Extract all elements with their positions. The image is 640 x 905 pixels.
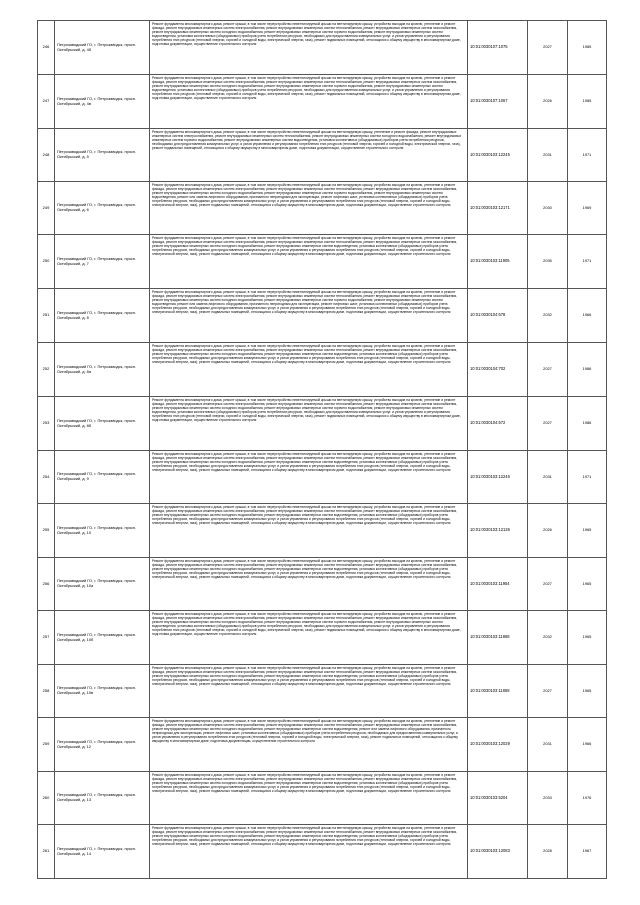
address-cell: Петрозаводский ГО, г. Петрозаводск, просп. Октябрьский, д. 5 — [55, 129, 150, 182]
build-year-cell: 1986 — [568, 343, 607, 397]
build-year-cell: 1966 — [568, 289, 607, 343]
cadastral-number-cell: 10:01:0030107:1067 — [468, 75, 528, 129]
works-cell: Ремонт фундамента многоквартирного дома, ремонт крыши, в том числе переустройство невентилируемой крыши на вентилируемую крышу, устройство выходов на кровлю, утепление и ремонт фасада, ремонт внутридомовых инженерных систем электроснабжения, ремонт внутридомовых инженерных систем теплоснабжения, ремонт внутридомовых инженерных систем газоснабжения, ремонт внутридомовых инженерных систем холодного водоснабжения, ремонт внутридомовых инженерных систем горячего водоснабжения, ремонт внутридомовых инженерных систем водоотведения, установка коллективных (общедомовых) приборов учета потребления ресурсов, необходимых для предоставления коммунальных услуг, и узлов управления и регулирования потребления этих ресурсов (тепловой энергии, горячей и холодной воды, электрической энергии, газа), ремонт подвальных помещений, относящихся к общему имуществу в многоквартирном доме, подготовка документации, осуществление строительного контроля — [150, 21, 468, 75]
build-year-cell: 1966 — [568, 718, 607, 772]
row-number: 261 — [38, 825, 55, 879]
table-row — [38, 772, 607, 825]
planned-year-cell: 2032 — [528, 289, 568, 343]
address-cell: Петрозаводский ГО, г. Петрозаводск, просп. Октябрьский, д. 9 — [55, 451, 150, 504]
address-cell: Петрозаводский ГО, г. Петрозаводск, просп. Октябрьский, д. 12 — [55, 718, 150, 772]
row-number: 257 — [38, 611, 55, 665]
address-cell: Петрозаводский ГО, г. Петрозаводск, просп. Октябрьский, д. 8 — [55, 289, 150, 343]
address-cell: Петрозаводский ГО, г. Петрозаводск, просп. Октябрьский, д. 13 — [55, 772, 150, 825]
capital-repair-table — [37, 20, 606, 879]
address-cell: Петрозаводский ГО, г. Петрозаводск, просп. Октябрьский, д. 14 — [55, 825, 150, 879]
row-number: 256 — [38, 558, 55, 611]
address-cell: Петрозаводский ГО, г. Петрозаводск, просп. Октябрьский, д. 4б — [55, 21, 150, 75]
build-year-cell: 1965 — [568, 504, 607, 558]
build-year-cell: 1965 — [568, 558, 607, 611]
planned-year-cell: 2026 — [528, 75, 568, 129]
row-number: 248 — [38, 129, 55, 182]
cadastral-number-cell: 10:01:0030103:12171 — [468, 182, 528, 235]
cadastral-number-cell: 10:01:0030103:11868 — [468, 665, 528, 718]
address-cell: Петрозаводский ГО, г. Петрозаводск, просп. Октябрьский, д. 7 — [55, 235, 150, 289]
cadastral-number-cell: 10:01:0030104:672 — [468, 397, 528, 451]
planned-year-cell: 2027 — [528, 397, 568, 451]
planned-year-cell: 2035 — [528, 235, 568, 289]
cadastral-number-cell: 10:01:0030103:11954 — [468, 558, 528, 611]
table-row — [38, 343, 607, 397]
cadastral-number-cell: 10:01:0030104:678 — [468, 289, 528, 343]
table-body — [38, 21, 607, 879]
row-number: 254 — [38, 451, 55, 504]
planned-year-cell: 2031 — [528, 129, 568, 182]
works-cell: Ремонт фундамента многоквартирного дома, ремонт крыши, в том числе переустройство невентилируемой крыши на вентилируемую крышу, устройство выходов на кровлю, утепление и ремонт фасада, ремонт внутридомовых инженерных систем электроснабжения, ремонт внутридомовых инженерных систем теплоснабжения, ремонт внутридомовых инженерных систем газоснабжения, ремонт внутридомовых инженерных систем холодного водоснабжения, ремонт внутридомовых инженерных систем водоотведения, ремонт или замена лифтового оборудования, признанного непригодным для эксплуатации, ремонт лифтовых шахт, установка коллективных (общедомовых) приборов учета потребления ресурсов, необходимых для предоставления коммунальных услуг, и узлов управления и регулирования потребления этих ресурсов (тепловой энергии, горячей и холодной воды, электрической энергии, газа), ремонт подвальных помещений, относящихся к общему имуществу в многоквартирном доме, подготовка документации, осуществление строительного контроля — [150, 718, 468, 772]
houses-table — [37, 20, 607, 879]
planned-year-cell: 2033 — [528, 772, 568, 825]
address-cell: Петрозаводский ГО, г. Петрозаводск, просп. Октябрьский, д. 8а — [55, 343, 150, 397]
build-year-cell: 1985 — [568, 21, 607, 75]
works-cell: Ремонт фундамента многоквартирного дома, ремонт крыши, в том числе переустройство невентилируемой крыши на вентилируемую крышу, устройство выходов на кровлю, утепление и ремонт фасада, ремонт внутридомовых инженерных систем электроснабжения, ремонт внутридомовых инженерных систем теплоснабжения, ремонт внутридомовых инженерных систем газоснабжения, ремонт внутридомовых инженерных систем холодного водоснабжения, ремонт внутридомовых инженерных систем водоотведения, установка коллективных (общедомовых) приборов учета потребления ресурсов, необходимых для предоставления коммунальных услуг, и узлов управления и регулирования потребления этих ресурсов (тепловой энергии, горячей и холодной воды, электрической энергии, газа), ремонт подвальных помещений, относящихся к общему имуществу в многоквартирном доме, подготовка документации, осуществление строительного контроля — [150, 235, 468, 289]
cadastral-number-cell: 10:01:0030103:12136 — [468, 504, 528, 558]
row-number: 258 — [38, 665, 55, 718]
address-cell: Петрозаводский ГО, г. Петрозаводск, просп. Октябрьский, д. 10б — [55, 611, 150, 665]
works-cell: Ремонт фундамента многоквартирного дома, ремонт крыши, в том числе переустройство невентилируемой крыши на вентилируемую крышу, устройство выходов на кровлю, утепление и ремонт фасада, ремонт внутридомовых инженерных систем электроснабжения, ремонт внутридомовых инженерных систем теплоснабжения, ремонт внутридомовых инженерных систем газоснабжения, ремонт внутридомовых инженерных систем холодного водоснабжения, ремонт внутридомовых инженерных систем горячего водоснабжения, ремонт внутридомовых инженерных систем водоотведения, ремонт или замена лифтового оборудования, признанного непригодным для эксплуатации, ремонт лифтовых шахт, установка коллективных (общедомовых) приборов учета потребления ресурсов, необходимых для предоставления коммунальных услуг, и узлов управления и регулирования потребления этих ресурсов (тепловой энергии, горячей и холодной воды, электрической энергии, газа), ремонт подвальных помещений, относящихся к общему имуществу в многоквартирном доме, подготовка документации, осуществление строительного контроля — [150, 182, 468, 235]
works-cell: Ремонт фундамента многоквартирного дома, ремонт крыши, в том числе переустройство невентилируемой крыши на вентилируемую крышу, устройство выходов на кровлю, утепление и ремонт фасада, ремонт внутридомовых инженерных систем электроснабжения, ремонт внутридомовых инженерных систем теплоснабжения, ремонт внутридомовых инженерных систем газоснабжения, ремонт внутридомовых инженерных систем холодного водоснабжения, ремонт внутридомовых инженерных систем водоотведения, установка коллективных (общедомовых) приборов учета потребления ресурсов, необходимых для предоставления коммунальных услуг, и узлов управления и регулирования потребления этих ресурсов (тепловой энергии, горячей и холодной воды, электрической энергии, газа), ремонт подвальных помещений, относящихся к общему имуществу в многоквартирном доме, подготовка документации, осуществление строительного контроля — [150, 451, 468, 504]
works-cell: Ремонт фундамента многоквартирного дома, ремонт крыши, в том числе переустройство невентилируемой крыши на вентилируемую крышу, устройство выходов на кровлю, утепление и ремонт фасада, ремонт внутридомовых инженерных систем электроснабжения, ремонт внутридомовых инженерных систем теплоснабжения, ремонт внутридомовых инженерных систем газоснабжения, ремонт внутридомовых инженерных систем холодного водоснабжения, ремонт внутридомовых инженерных систем водоотведения, установка коллективных (общедомовых) приборов учета потребления ресурсов, необходимых для предоставления коммунальных услуг, и узлов управления и регулирования потребления этих ресурсов (тепловой энергии, горячей и холодной воды, электрической энергии, газа), ремонт подвальных помещений, относящихся к общему имуществу в многоквартирном доме, подготовка документации, осуществление строительного контроля — [150, 665, 468, 718]
table-row — [38, 21, 607, 75]
works-cell: Ремонт фундамента многоквартирного дома, ремонт крыши, в том числе переустройство невентилируемой крыши на вентилируемую крышу, устройство выходов на кровлю, утепление и ремонт фасада, ремонт внутридомовых инженерных систем электроснабжения, ремонт внутридомовых инженерных систем теплоснабжения, ремонт внутридомовых инженерных систем газоснабжения, ремонт внутридомовых инженерных систем холодного водоснабжения, ремонт внутридомовых инженерных систем водоотведения, установка коллективных (общедомовых) приборов учета потребления ресурсов, необходимых для предоставления коммунальных услуг, и узлов управления и регулирования потребления этих ресурсов (тепловой энергии, горячей и холодной воды, электрической энергии, газа), ремонт подвальных помещений, относящихся к общему имуществу в многоквартирном доме, подготовка документации, осуществление строительного контроля — [150, 825, 468, 879]
planned-year-cell: 2031 — [528, 451, 568, 504]
row-number: 253 — [38, 397, 55, 451]
table-row — [38, 504, 607, 558]
row-number: 250 — [38, 235, 55, 289]
table-row — [38, 182, 607, 235]
cadastral-number-cell: 10:01:0030103:12246 — [468, 451, 528, 504]
build-year-cell: 1969 — [568, 182, 607, 235]
address-cell: Петрозаводский ГО, г. Петрозаводск, просп. Октябрьский, д. 10 — [55, 504, 150, 558]
planned-year-cell: 2031 — [528, 718, 568, 772]
cadastral-number-cell: 10:01:0030103:12245 — [468, 129, 528, 182]
row-number: 259 — [38, 718, 55, 772]
row-number: 260 — [38, 772, 55, 825]
works-cell: Ремонт фундамента многоквартирного дома, ремонт крыши, в том числе переустройство невентилируемой крыши на вентилируемую крышу, устройство выходов на кровлю, утепление и ремонт фасада, ремонт внутридомовых инженерных систем электроснабжения, ремонт внутридомовых инженерных систем теплоснабжения, ремонт внутридомовых инженерных систем газоснабжения, ремонт внутридомовых инженерных систем холодного водоснабжения, ремонт внутридомовых инженерных систем водоотведения, установка коллективных (общедомовых) приборов учета потребления ресурсов, необходимых для предоставления коммунальных услуг, и узлов управления и регулирования потребления этих ресурсов (тепловой энергии, горячей и холодной воды, электрической энергии, газа), ремонт подвальных помещений, относящихся к общему имуществу в многоквартирном доме, подготовка документации, осуществление строительного контроля — [150, 343, 468, 397]
planned-year-cell: 2028 — [528, 825, 568, 879]
planned-year-cell: 2026 — [528, 504, 568, 558]
cadastral-number-cell: 10:01:0030107:1075 — [468, 21, 528, 75]
planned-year-cell: 2027 — [528, 343, 568, 397]
build-year-cell: 1985 — [568, 75, 607, 129]
works-cell: Ремонт фундамента многоквартирного дома, ремонт крыши, в том числе переустройство невентилируемой крыши на вентилируемую крышу, устройство выходов на кровлю, утепление и ремонт фасада, ремонт внутридомовых инженерных систем электроснабжения, ремонт внутридомовых инженерных систем теплоснабжения, ремонт внутридомовых инженерных систем газоснабжения, ремонт внутридомовых инженерных систем холодного водоснабжения, ремонт внутридомовых инженерных систем горячего водоснабжения, ремонт внутридомовых инженерных систем водоотведения, установка коллективных (общедомовых) приборов учета потребления ресурсов, необходимых для предоставления коммунальных услуг, и узлов управления и регулирования потребления этих ресурсов (тепловой энергии, горячей и холодной воды, электрической энергии, газа), ремонт подвальных помещений, относящихся к общему имуществу в многоквартирном доме, подготовка документации, осуществление строительного контроля — [150, 611, 468, 665]
cadastral-number-cell: 10:01:0030104:702 — [468, 343, 528, 397]
table-row — [38, 129, 607, 182]
planned-year-cell: 2027 — [528, 665, 568, 718]
table-row — [38, 665, 607, 718]
build-year-cell: 1986 — [568, 397, 607, 451]
cadastral-number-cell: 10:01:0030103:5204 — [468, 772, 528, 825]
table-row — [38, 397, 607, 451]
table-row — [38, 235, 607, 289]
build-year-cell: 1971 — [568, 129, 607, 182]
table-row — [38, 825, 607, 879]
planned-year-cell: 2027 — [528, 558, 568, 611]
build-year-cell: 1971 — [568, 235, 607, 289]
planned-year-cell: 2030 — [528, 182, 568, 235]
works-cell: Ремонт фундамента многоквартирного дома, ремонт крыши, в том числе переустройство невентилируемой крыши на вентилируемую крышу, устройство выходов на кровлю, утепление и ремонт фасада, ремонт внутридомовых инженерных систем электроснабжения, ремонт внутридомовых инженерных систем теплоснабжения, ремонт внутридомовых инженерных систем газоснабжения, ремонт внутридомовых инженерных систем холодного водоснабжения, ремонт внутридомовых инженерных систем водоотведения, установка коллективных (общедомовых) приборов учета потребления ресурсов, необходимых для предоставления коммунальных услуг, и узлов управления и регулирования потребления этих ресурсов (тепловой энергии, горячей и холодной воды, электрической энергии, газа), ремонт подвальных помещений, относящихся к общему имуществу в многоквартирном доме, подготовка документации, осуществление строительного контроля — [150, 504, 468, 558]
table-row — [38, 611, 607, 665]
row-number: 251 — [38, 289, 55, 343]
works-cell: Ремонт фундамента многоквартирного дома, ремонт крыши, в том числе переустройство невентилируемой крыши на вентилируемую крышу, устройство выходов на кровлю, утепление и ремонт фасада, ремонт внутридомовых инженерных систем электроснабжения, ремонт внутридомовых инженерных систем теплоснабжения, ремонт внутридомовых инженерных систем газоснабжения, ремонт внутридомовых инженерных систем холодного водоснабжения, ремонт внутридомовых инженерных систем водоотведения, установка коллективных (общедомовых) приборов учета потребления ресурсов, необходимых для предоставления коммунальных услуг, и узлов управления и регулирования потребления этих ресурсов (тепловой энергии, горячей и холодной воды, электрической энергии, газа), ремонт подвальных помещений, относящихся к общему имуществу в многоквартирном доме, подготовка документации, осуществление строительного контроля — [150, 772, 468, 825]
works-cell: Ремонт фундамента многоквартирного дома, ремонт крыши, в том числе переустройство невентилируемой крыши на вентилируемую крышу, утепление и ремонт фасада, ремонт внутридомовых инженерных систем электроснабжения, ремонт внутридомовых инженерных систем теплоснабжения, ремонт внутридомовых инженерных систем холодного водоснабжения, ремонт внутридомовых инженерных систем горячего водоснабжения, ремонт внутридомовых инженерных систем водоотведения, установка коллективных (общедомовых) приборов учета потребления ресурсов, необходимых для предоставления коммунальных услуг, и узлов управления и регулирования потребления этих ресурсов (тепловой энергии, горячей и холодной воды, электрической энергии, газа), ремонт подвальных помещений, относящихся к общему имуществу в многоквартирном доме, подготовка документации, осуществление строительного контроля — [150, 129, 468, 182]
build-year-cell: 1976 — [568, 772, 607, 825]
row-number: 249 — [38, 182, 55, 235]
address-cell: Петрозаводский ГО, г. Петрозаводск, просп. Октябрьский, д. 6 — [55, 182, 150, 235]
cadastral-number-cell: 10:01:0030103:11905 — [468, 235, 528, 289]
row-number: 247 — [38, 75, 55, 129]
cadastral-number-cell: 10:01:0030103:11868 — [468, 611, 528, 665]
cadastral-number-cell: 10:01:0030103:12029 — [468, 718, 528, 772]
row-number: 246 — [38, 21, 55, 75]
build-year-cell: 1965 — [568, 611, 607, 665]
works-cell: Ремонт фундамента многоквартирного дома, ремонт крыши, в том числе переустройство невентилируемой крыши на вентилируемую крышу, устройство выходов на кровлю, утепление и ремонт фасада, ремонт внутридомовых инженерных систем электроснабжения, ремонт внутридомовых инженерных систем теплоснабжения, ремонт внутридомовых инженерных систем газоснабжения, ремонт внутридомовых инженерных систем холодного водоснабжения, ремонт внутридомовых инженерных систем водоотведения, установка коллективных (общедомовых) приборов учета потребления ресурсов, необходимых для предоставления коммунальных услуг, и узлов управления и регулирования потребления этих ресурсов (тепловой энергии, горячей и холодной воды, электрической энергии, газа), ремонт подвальных помещений, относящихся к общему имуществу в многоквартирном доме, подготовка документации, осуществление строительного контроля — [150, 558, 468, 611]
address-cell: Петрозаводский ГО, г. Петрозаводск, просп. Октябрьский, д. 10а — [55, 558, 150, 611]
works-cell: Ремонт фундамента многоквартирного дома, ремонт крыши, в том числе переустройство невентилируемой крыши на вентилируемую крышу, устройство выходов на кровлю, утепление и ремонт фасада, ремонт внутридомовых инженерных систем электроснабжения, ремонт внутридомовых инженерных систем теплоснабжения, ремонт внутридомовых инженерных систем газоснабжения, ремонт внутридомовых инженерных систем холодного водоснабжения, ремонт внутридомовых инженерных систем горячего водоснабжения, ремонт внутридомовых инженерных систем водоотведения, ремонт или замена лифтового оборудования, признанного непригодным для эксплуатации, ремонт лифтовых шахт, установка коллективных (общедомовых) приборов учета потребления ресурсов, необходимых для предоставления коммунальных услуг, и узлов управления и регулирования потребления этих ресурсов (тепловой энергии, горячей и холодной воды, электрической энергии, газа), ремонт подвальных помещений, относящихся к общему имуществу в многоквартирном доме, подготовка документации, осуществление строительного контроля — [150, 289, 468, 343]
table-row — [38, 718, 607, 772]
works-cell: Ремонт фундамента многоквартирного дома, ремонт крыши, в том числе переустройство невентилируемой крыши на вентилируемую крышу, устройство выходов на кровлю, утепление и ремонт фасада, ремонт внутридомовых инженерных систем электроснабжения, ремонт внутридомовых инженерных систем теплоснабжения, ремонт внутридомовых инженерных систем газоснабжения, ремонт внутридомовых инженерных систем холодного водоснабжения, ремонт внутридомовых инженерных систем горячего водоснабжения, ремонт внутридомовых инженерных систем водоотведения, установка коллективных (общедомовых) приборов учета потребления ресурсов, необходимых для предоставления коммунальных услуг, и узлов управления и регулирования потребления этих ресурсов (тепловой энергии, горячей и холодной воды, электрической энергии, газа), ремонт подвальных помещений, относящихся к общему имуществу в многоквартирном доме, подготовка документации, осуществление строительного контроля — [150, 75, 468, 129]
row-number: 255 — [38, 504, 55, 558]
cadastral-number-cell: 10:01:0030103:12083 — [468, 825, 528, 879]
planned-year-cell: 2032 — [528, 611, 568, 665]
build-year-cell: 1971 — [568, 451, 607, 504]
table-row — [38, 558, 607, 611]
table-row — [38, 451, 607, 504]
table-row — [38, 289, 607, 343]
address-cell: Петрозаводский ГО, г. Петрозаводск, просп. Октябрьский, д. 4в — [55, 75, 150, 129]
build-year-cell: 1967 — [568, 825, 607, 879]
table-row — [38, 75, 607, 129]
address-cell: Петрозаводский ГО, г. Петрозаводск, просп. Октябрьский, д. 10в — [55, 665, 150, 718]
address-cell: Петрозаводский ГО, г. Петрозаводск, просп. Октябрьский, д. 8б — [55, 397, 150, 451]
row-number: 252 — [38, 343, 55, 397]
planned-year-cell: 2027 — [528, 21, 568, 75]
works-cell: Ремонт фундамента многоквартирного дома, ремонт крыши, в том числе переустройство невентилируемой крыши на вентилируемую крышу, устройство выходов на кровлю, утепление и ремонт фасада, ремонт внутридомовых инженерных систем электроснабжения, ремонт внутридомовых инженерных систем теплоснабжения, ремонт внутридомовых инженерных систем газоснабжения, ремонт внутридомовых инженерных систем холодного водоснабжения, ремонт внутридомовых инженерных систем горячего водоснабжения, ремонт внутридомовых инженерных систем водоотведения, установка коллективных (общедомовых) приборов учета потребления ресурсов, необходимых для предоставления коммунальных услуг, и узлов управления и регулирования потребления этих ресурсов (тепловой энергии, горячей и холодной воды, электрической энергии, газа), ремонт подвальных помещений, относящихся к общему имуществу в многоквартирном доме, подготовка документации, осуществление строительного контроля — [150, 397, 468, 451]
build-year-cell: 1965 — [568, 665, 607, 718]
